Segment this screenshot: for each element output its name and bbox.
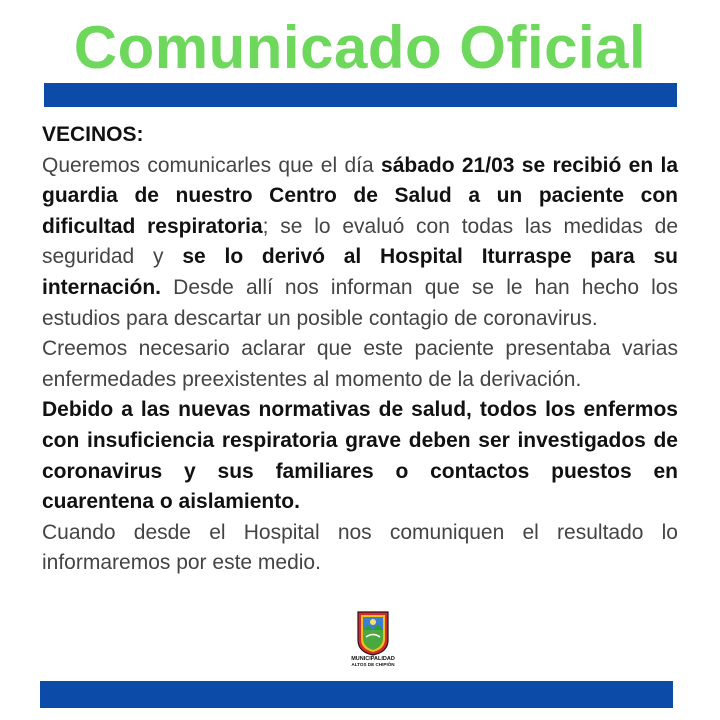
p3-bold: Debido a las nuevas normativas de salud, todos los enfermos con insuficiencia respiratoria grave deben ser investigados de coronavirus y sus familiares o contactos puestos en cuarentena o aislamiento. bbox=[42, 398, 678, 514]
top-divider-bar bbox=[44, 83, 677, 107]
municipality-logo bbox=[343, 610, 403, 680]
paragraph-regulations bbox=[42, 395, 678, 517]
logo-municipality-text: MUNICIPALIDAD bbox=[351, 656, 395, 662]
p1-bold-2: se lo derivó al Hospital Iturraspe para su internación. bbox=[42, 245, 679, 299]
greeting-heading: VECINOS: bbox=[42, 123, 144, 146]
announcement-body bbox=[42, 120, 678, 579]
page-title: Comunicado Oficial bbox=[73, 14, 647, 81]
p1-text-3: Desde allí nos informan que se le han hecho los estudios para descartar un posible contagio de coronavirus. bbox=[42, 275, 678, 330]
bottom-divider-bar bbox=[40, 681, 673, 708]
p1-text-2: ; se lo evaluó con todas las medidas de seguridad y bbox=[42, 214, 678, 269]
p1-text-1: Queremos comunicarles que el día bbox=[42, 153, 382, 177]
logo-town-text: ALTOS DE CHIPIÓN bbox=[351, 662, 395, 667]
paragraph-closing: Cuando desde el Hospital nos comuniquen el resultado lo informaremos por este medio. bbox=[42, 520, 678, 575]
paragraph-clarification: Creemos necesario aclarar que este paciente presentaba varias enfermedades preexistentes al momento de la derivación. bbox=[42, 337, 678, 391]
paragraph-patient-report bbox=[42, 151, 678, 335]
p1-bold-1: sábado 21/03 se recibió en la guardia de nuestro Centro de Salud a un paciente con dificultad respiratoria bbox=[42, 153, 679, 238]
municipal-shield-icon bbox=[356, 610, 390, 656]
